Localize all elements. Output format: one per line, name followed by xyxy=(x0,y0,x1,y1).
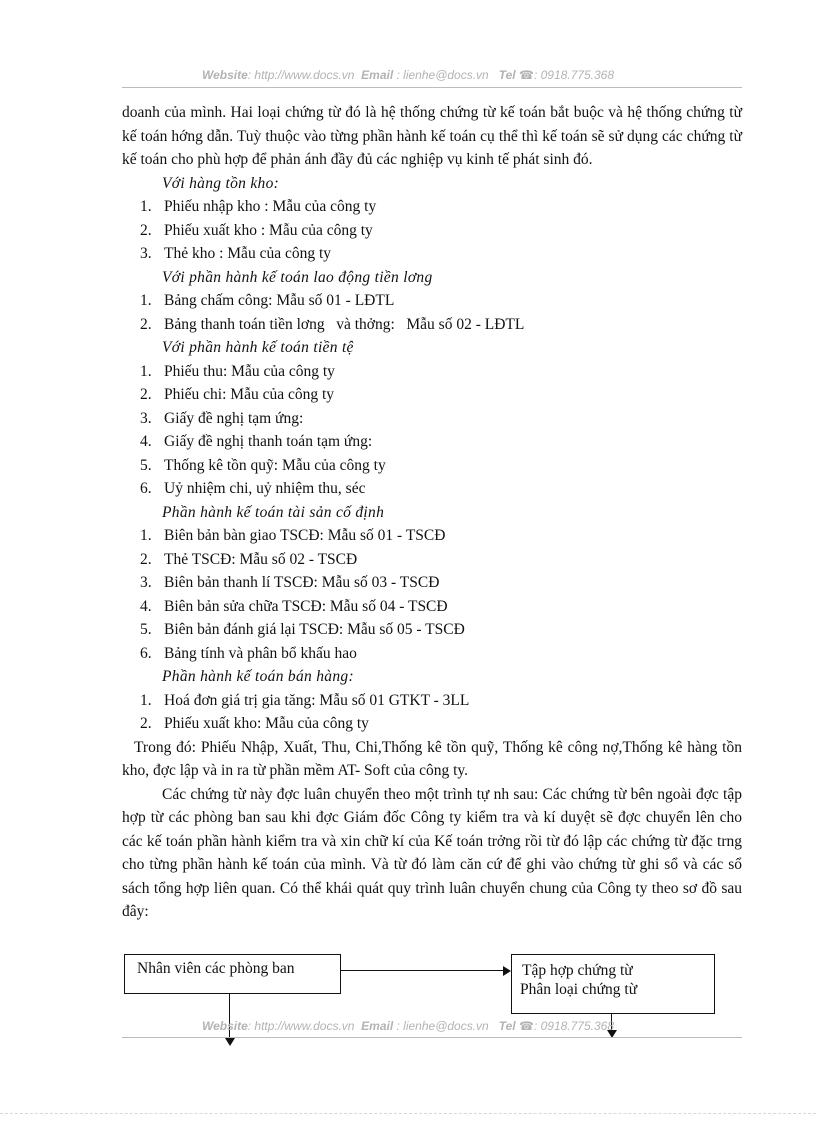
tel-value: : 0918.775.368 xyxy=(533,68,615,82)
phone-icon: ☎ xyxy=(519,68,534,82)
list-item: 3. Thẻ kho : Mẫu của công ty xyxy=(140,245,332,262)
intro-paragraph: doanh của mình. Hai loại chứng từ đó là hệ thống chứng từ kế toán bắt buộc và hệ thống chứng từ kế toán hớng dẫn. Tuỳ thuộc vào từng phần hành kế toán cụ thể thì kế toán sẽ sử dụng các chứng từ kế toán cho phù hợp để phản ánh đầy đủ các nghiệp vụ kinh tế phát sinh đó. xyxy=(122,104,742,168)
arrow-right xyxy=(340,970,504,971)
section-title: Phần hành kế toán bán hàng: xyxy=(162,668,354,685)
list-item: 6. Bảng tính và phân bổ khấu hao xyxy=(140,644,357,662)
email-value: : lienhe@docs.vn xyxy=(396,1019,489,1033)
page-break-line xyxy=(0,1113,816,1114)
list-item: 2. Phiếu xuất kho : Mẫu của công ty xyxy=(140,221,373,239)
website-label: Website xyxy=(201,68,248,82)
paragraph-luan-chuyen: Các chứng từ này đợc luân chuyển theo một trình tự nh sau: Các chứng từ bên ngoài đợc tập hợp từ các phòng ban sau khi đợc Giám đốc Công ty kiểm tra và kí duyệt sẽ đợc chuyển lên cho các kế toán phần hành kiểm tra và xin chữ kí của Kế toán trởng rồi từ đó lập các chứng từ đặc trng cho từng phần hành kế toán của mình. Và từ đó làm căn cứ để ghi vào chứng từ ghi sổ và các sổ sách tổng hợp liên quan. Có thể khái quát quy trình luân chuyển chung của Công ty theo sơ đồ sau đây: xyxy=(122,785,742,920)
list-item: 4. Giấy đề nghị thanh toán tạm ứng: xyxy=(140,433,373,450)
list-item: 5. Biên bản đánh giá lại TSCĐ: Mẫu số 05 - TSCĐ xyxy=(140,621,465,638)
list-item: 4. Biên bản sửa chữa TSCĐ: Mẫu số 04 - TSCĐ xyxy=(140,597,448,615)
list-item: 2. Bảng thanh toán tiền lơng và thởng: Mẫu số 02 - LĐTL xyxy=(140,315,525,333)
arrow-down-left-head xyxy=(225,1038,235,1046)
diagram-box-staff: Nhân viên các phòng ban xyxy=(124,954,341,994)
list-item: 2. Phiếu xuất kho: Mẫu của công ty xyxy=(140,715,369,732)
email-label: Email xyxy=(361,68,394,82)
website-label: Website xyxy=(201,1019,248,1033)
list-item: 1. Phiếu nhập kho : Mẫu của công ty xyxy=(140,198,377,215)
list-item: 1. Bảng chấm công: Mẫu số 01 - LĐTL xyxy=(140,292,395,309)
list-item: 1. Phiếu thu: Mẫu của công ty xyxy=(140,362,335,380)
email-value: : lienhe@docs.vn xyxy=(396,68,489,82)
section-title: Với hàng tồn kho: xyxy=(162,174,280,192)
section-title: Với phần hành kế toán tiền tệ xyxy=(162,339,354,356)
website-value: : http://www.docs.vn xyxy=(247,1019,355,1033)
email-label: Email xyxy=(361,1019,394,1033)
list-item: 2. Thẻ TSCĐ: Mẫu số 02 - TSCĐ xyxy=(140,550,358,568)
footer-rule xyxy=(122,1037,742,1038)
section-title: Với phần hành kế toán lao động tiền lơng xyxy=(162,268,433,286)
page-footer xyxy=(0,1019,816,1033)
website-value: : http://www.docs.vn xyxy=(247,68,355,82)
header-rule xyxy=(122,87,742,88)
list-item: 2. Phiếu chi: Mẫu của công ty xyxy=(140,386,335,403)
phone-icon: ☎ xyxy=(519,1019,534,1033)
section-title: Phần hành kế toán tài sản cố định xyxy=(162,503,385,521)
list-item: 1. Hoá đơn giá trị gia tăng: Mẫu số 01 GTKT - 3LL xyxy=(140,691,470,709)
list-item: 3. Biên bản thanh lí TSCĐ: Mẫu số 03 - TSCĐ xyxy=(140,574,440,591)
list-item: 1. Biên bản bàn giao TSCĐ: Mẫu số 01 - TSCĐ xyxy=(140,527,446,544)
tel-value: : 0918.775.368 xyxy=(533,1019,615,1033)
tel-label: Tel xyxy=(498,1019,516,1033)
arrow-right-head xyxy=(503,966,511,976)
tel-label: Tel xyxy=(498,68,516,82)
document-body xyxy=(122,101,742,924)
list-item: 3. Giấy đề nghị tạm ứng: xyxy=(140,409,304,427)
page-header xyxy=(0,68,816,82)
list-item: 5. Thống kê tồn quỹ: Mẫu của công ty xyxy=(140,456,386,474)
paragraph-trong-do: Trong đó: Phiếu Nhập, Xuất, Thu, Chi,Thống kê tồn quỹ, Thống kê công nợ,Thống kê hàng tồn kho, đợc lập và in ra từ phần mềm AT- Soft của công ty. xyxy=(122,738,742,779)
list-item: 6. Uỷ nhiệm chi, uỷ nhiệm thu, séc xyxy=(140,480,366,497)
diagram-box-collect: Tập hợp chứng từ Phân loại chứng từ xyxy=(511,954,715,1014)
